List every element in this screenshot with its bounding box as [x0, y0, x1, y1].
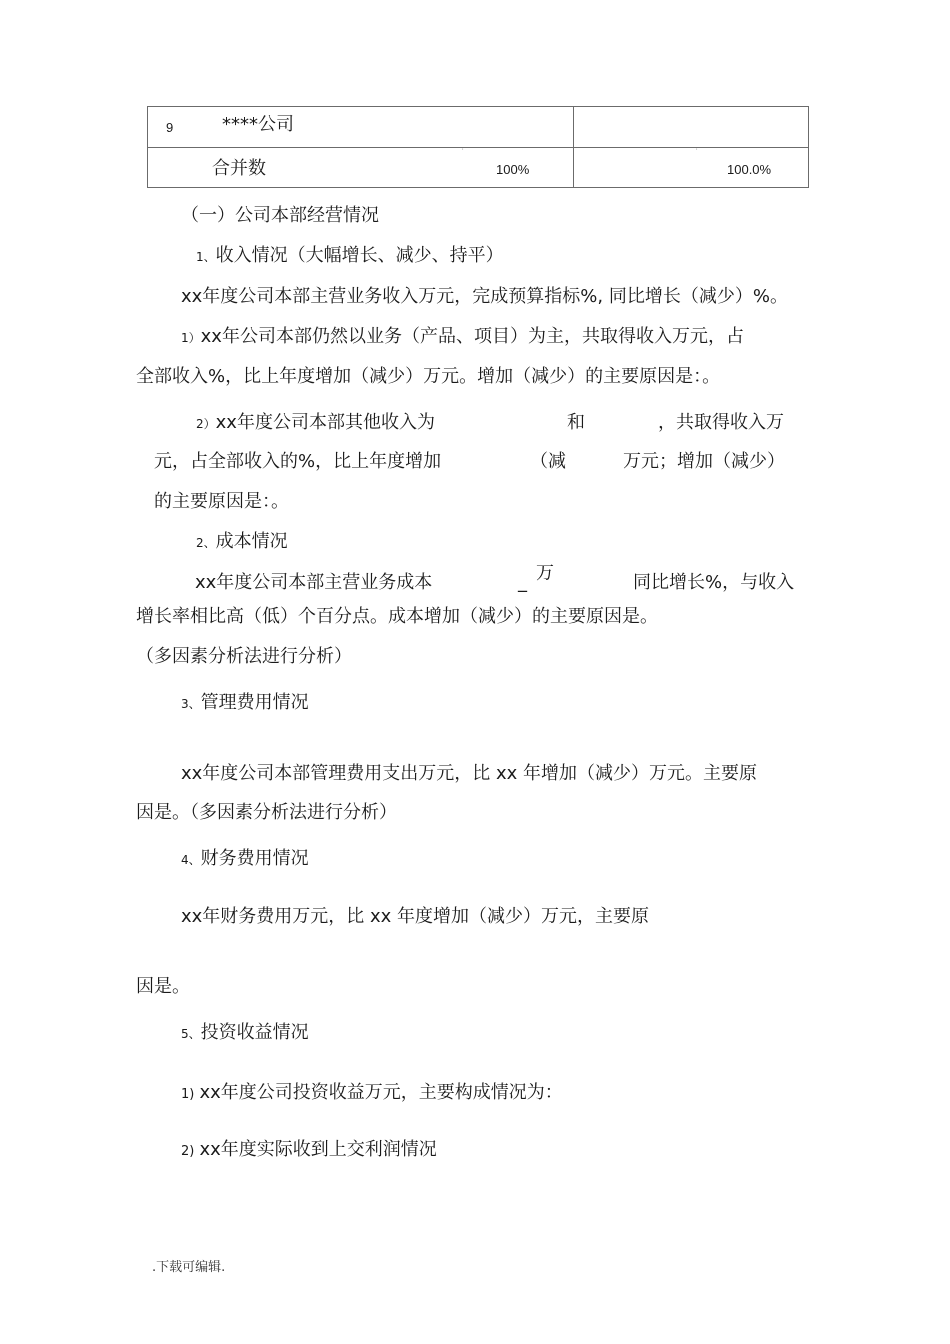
item-title: 收入情况（大幅增长、减少、持平）	[215, 245, 504, 266]
paragraph-line: 1）xx年公司本部仍然以业务（产品、项目）为主，共取得收入万元，占	[181, 326, 744, 347]
paragraph-line: （多因素分析法进行分析）	[136, 646, 352, 667]
paragraph-fragment: ，共取得收入万	[658, 412, 784, 433]
paragraph-line: 2) xx年度实际收到上交利润情况	[181, 1139, 437, 1160]
item-number: 3、	[181, 697, 201, 711]
item-number: 5、	[181, 1027, 201, 1041]
paragraph-fragment: 的主要原因是：。	[154, 491, 289, 512]
paragraph-fragment: 同比增长%，与收入	[633, 572, 795, 593]
paragraph-fragment: 万	[536, 563, 554, 584]
paragraph-line: 2）xx年度公司本部其他收入为	[196, 412, 435, 433]
item-number: 2）	[196, 417, 216, 431]
item-title: 成本情况	[215, 531, 288, 552]
table-mark: ˈ	[462, 148, 464, 155]
table-total-share: 100%	[496, 162, 530, 177]
invest-heading	[181, 1022, 309, 1044]
item-number: 4、	[181, 853, 201, 867]
paragraph-line: 因是。（多因素分析法进行分析）	[136, 802, 397, 823]
item-number: 2、	[196, 536, 216, 550]
cost-heading	[196, 531, 288, 553]
table-total-share-2: 100.0%	[727, 162, 772, 177]
paragraph-fragment: 万元；增加（减少）	[623, 451, 785, 472]
item-number: 1、	[196, 250, 216, 264]
item-number: 1）	[181, 331, 201, 345]
table-mark: ˈ	[696, 148, 698, 155]
page-footer: .下载可编辑.	[152, 1260, 226, 1275]
table-column-divider	[573, 107, 574, 187]
paragraph-fragment: （减	[530, 451, 566, 472]
item-title: 管理费用情况	[200, 692, 309, 713]
paragraph-line: xx年度公司本部管理费用支出万元，比 xx 年增加（减少）万元。主要原	[181, 763, 758, 784]
table-total-label: 合并数	[212, 158, 266, 179]
table-row-company-name: ****公司	[222, 114, 294, 135]
item-title: 财务费用情况	[200, 848, 309, 869]
paragraph-line: 增长率相比高（低）个百分点。成本增加（减少）的主要原因是。	[136, 606, 658, 627]
paragraph: xx年度公司本部主营业务收入万元，完成预算指标%, 同比增长（减少）%。	[181, 286, 788, 307]
paragraph-fragment: 元，占全部收入的%，比上年度增加	[154, 451, 442, 472]
section-heading: （一）公司本部经营情况	[181, 205, 379, 226]
paragraph-fragment: 和	[567, 412, 585, 433]
income-heading	[196, 245, 504, 267]
paragraph-line: 因是。	[136, 976, 190, 997]
paragraph-line: 全部收入%，比上年度增加（减少）万元。增加（减少）的主要原因是：。	[136, 366, 721, 387]
paragraph-line: xx年财务费用万元，比 xx 年度增加（减少）万元，主要原	[181, 906, 650, 927]
finance-heading	[181, 848, 309, 870]
underline-blank: _	[518, 572, 527, 593]
paragraph-line: 1) xx年度公司投资收益万元，主要构成情况为：	[181, 1082, 563, 1103]
item-number: 2)	[181, 1144, 195, 1159]
item-title: 投资收益情况	[200, 1022, 309, 1043]
table-row-index: 9	[166, 120, 174, 135]
table-row-divider	[148, 147, 808, 148]
admin-heading	[181, 692, 309, 714]
paragraph-fragment: xx年度公司本部主营业务成本	[195, 572, 433, 593]
item-number: 1)	[181, 1087, 195, 1102]
